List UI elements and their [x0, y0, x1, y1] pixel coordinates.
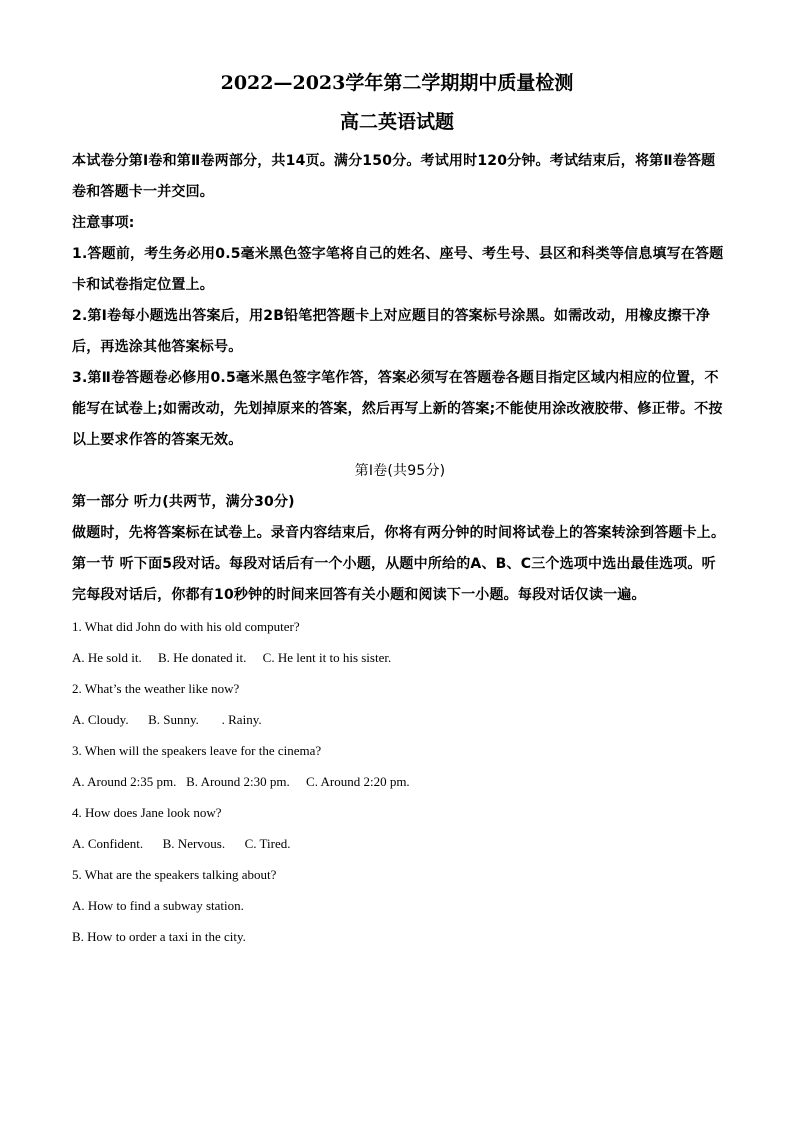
section1-heading: 第一节 听下面5段对话。每段对话后有一个小题，从题中所给的A、B、C三个选项中选出最佳选项。听完每段对话后，你都有10秒钟的时间来回答有关小题和阅读下一小题。每段对话仅读一遍。: [72, 556, 716, 603]
option-a: A. How to find a subway station.: [72, 898, 244, 913]
option-a: A. He sold it.: [72, 650, 142, 665]
question-stem: 5. What are the speakers talking about?: [72, 867, 277, 882]
option-b: B. Sunny.: [148, 712, 199, 727]
notice-item: 3.第Ⅱ卷答题卷必修用0.5毫米黑色签字笔作答，答案必须写在答题卷各题目指定区域内相应的位置，不能写在试卷上;如需改动，先划掉原来的答案，然后再写上新的答案;不能使用涂改液胶带、修正带。不按以上要求作答的答案无效。: [72, 370, 723, 448]
question-options: [72, 642, 728, 673]
option-c: C. Around 2:20 pm.: [306, 774, 410, 789]
option-b: B. Around 2:30 pm.: [186, 774, 290, 789]
question-options: [72, 766, 728, 797]
part1-heading: 第一部分 听力(共两节，满分30分): [72, 494, 295, 510]
question-options: [72, 704, 728, 735]
option-b: B. How to order a taxi in the city.: [72, 929, 246, 944]
volume-heading: 第Ⅰ卷(共95分): [354, 463, 446, 479]
question-stem: 1. What did John do with his old computer?: [72, 619, 300, 634]
part1-instructions: 做题时，先将答案标在试卷上。录音内容结束后，你将有两分钟的时间将试卷上的答案转涂到答题卡上。: [72, 525, 726, 541]
option-b: B. He donated it.: [157, 650, 247, 665]
exam-subtitle: 高二英语试题: [339, 111, 454, 133]
notice-item: 1.答题前，考生务必用0.5毫米黑色签字笔将自己的姓名、座号、考生号、县区和科类等信息填写在答题卡和试卷指定位置上。: [72, 246, 724, 293]
question-stem: 3. When will the speakers leave for the cinema?: [72, 743, 322, 758]
question-options: [72, 828, 728, 859]
option-a: A. Around 2:35 pm.: [72, 774, 177, 789]
option-c: . Rainy.: [221, 712, 262, 727]
notice-heading: 注意事项:: [72, 215, 135, 231]
question-stem: 2. What’s the weather like now?: [72, 681, 240, 696]
option-c: C. Tired.: [244, 836, 291, 851]
option-a: A. Cloudy.: [72, 712, 129, 727]
option-a: A. Confident.: [72, 836, 144, 851]
option-b: B. Nervous.: [162, 836, 226, 851]
option-c: C. He lent it to his sister.: [262, 650, 392, 665]
notice-item: 2.第Ⅰ卷每小题选出答案后，用2B铅笔把答题卡上对应题目的答案标号涂黑。如需改动，用橡皮擦干净后，再选涂其他答案标号。: [72, 308, 711, 355]
question-stem: 4. How does Jane look now?: [72, 805, 222, 820]
intro-paragraph: 本试卷分第Ⅰ卷和第Ⅱ卷两部分，共14页。满分150分。考试用时120分钟。考试结束后，将第Ⅱ卷答题卷和答题卡一并交回。: [72, 153, 716, 200]
exam-body: [72, 146, 728, 952]
exam-title: 2022—2023学年第二学期期中质量检测: [220, 72, 574, 94]
